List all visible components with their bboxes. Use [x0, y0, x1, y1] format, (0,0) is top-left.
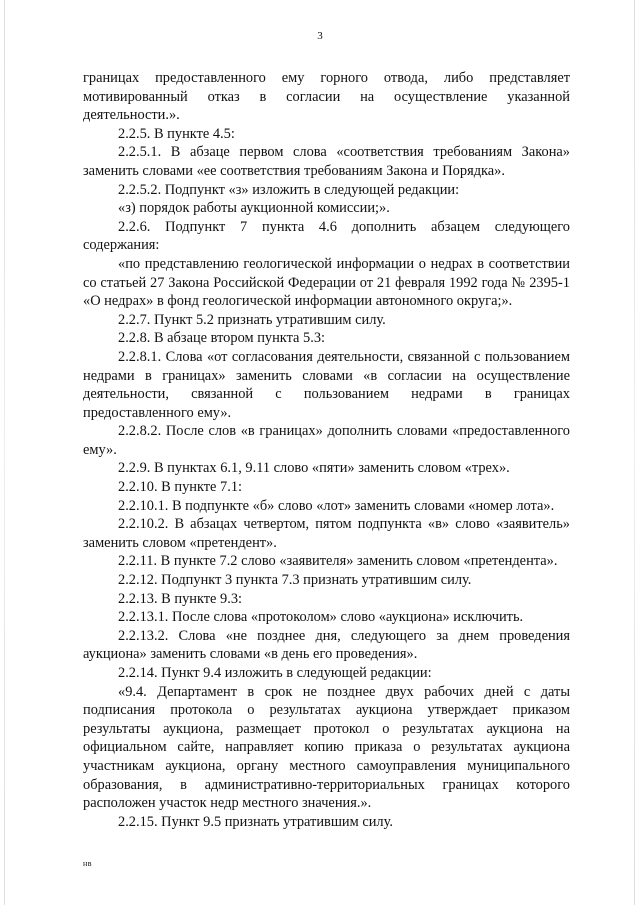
- paragraph: 2.2.9. В пунктах 6.1, 9.11 слово «пяти» заменить словом «трех».: [118, 460, 510, 477]
- paragraph: «9.4. Департамент в срок не позднее двух рабочих дней с даты подписания протокола о результатах аукциона утверждает приказом результаты аукциона, размещает протокол о результатах аукциона на официальном сайте, направляет копию приказа о результатах аукциона участникам аукциона, органу местного самоуправления муниципального образования, в административно-территориальных границах которого расположен участок недр местного значения.».: [83, 683, 570, 812]
- paragraph: 2.2.10. В пункте 7.1:: [118, 479, 243, 496]
- paragraph: 2.2.11. В пункте 7.2 слово «заявителя» заменить словом «претендента».: [118, 553, 558, 570]
- paragraph: 2.2.7. Пункт 5.2 признать утратившим силу.: [118, 311, 386, 328]
- paragraph: 2.2.10.1. В подпункте «б» слово «лот» заменить словами «номер лота».: [118, 497, 555, 514]
- footer-initials: нв: [83, 859, 93, 868]
- scan-edge-right: [634, 0, 635, 905]
- paragraph: 2.2.5.1. В абзаце первом слова «соответствия требованиям Закона» заменить словами «ее соответствия требованиям Закона и Порядка».: [83, 144, 570, 179]
- paragraph: 2.2.8.2. После слов «в границах» дополнить словами «предоставленного ему».: [83, 423, 570, 458]
- paragraph: 2.2.6. Подпункт 7 пункта 4.6 дополнить абзацем следующего содержания:: [83, 218, 570, 254]
- paragraph: границах предоставленного ему горного отвода, либо представляет мотивированный отказ в согласии на осуществление указанной деятельности.».: [83, 70, 570, 124]
- paragraph: 2.2.8.1. Слова «от согласования деятельности, связанной с пользованием недрами в границах» заменить словами «в согласии на осуществление деятельности, связанной с пользованием недрами в границах предоставленного ему».: [83, 348, 570, 421]
- paragraph: «по представлению геологической информации о недрах в соответствии со статьей 27 Закона Российской Федерации от 21 февраля 1992 года № 2395-1 «О недрах» в фонд геологической информации автономного округа;».: [83, 255, 570, 310]
- paragraph: 2.2.5.2. Подпункт «з» изложить в следующей редакции:: [118, 181, 460, 198]
- paragraph: 2.2.5. В пункте 4.5:: [118, 125, 235, 142]
- scan-edge-left: [4, 0, 5, 905]
- page-number: 3: [317, 30, 323, 42]
- paragraph: 2.2.13. В пункте 9.3:: [118, 590, 243, 607]
- paragraph: 2.2.10.2. В абзацах четвертом, пятом подпункта «в» слово «заявитель» заменить словом «претендент».: [83, 516, 570, 551]
- paragraph: 2.2.13.1. После слова «протоколом» слово «аукциона» исключить.: [118, 609, 524, 626]
- document-body: [83, 69, 570, 831]
- paragraph: 2.2.12. Подпункт 3 пункта 7.3 признать утратившим силу.: [118, 572, 472, 589]
- paragraph: 2.2.15. Пункт 9.5 признать утратившим силу.: [118, 813, 393, 830]
- paragraph: 2.2.13.2. Слова «не позднее дня, следующего за днем проведения аукциона» заменить словами «в день его проведения».: [83, 627, 570, 663]
- paragraph: 2.2.14. Пункт 9.4 изложить в следующей редакции:: [118, 665, 432, 681]
- paragraph: 2.2.8. В абзаце втором пункта 5.3:: [118, 330, 326, 347]
- paragraph: «з) порядок работы аукционной комиссии;».: [118, 200, 390, 217]
